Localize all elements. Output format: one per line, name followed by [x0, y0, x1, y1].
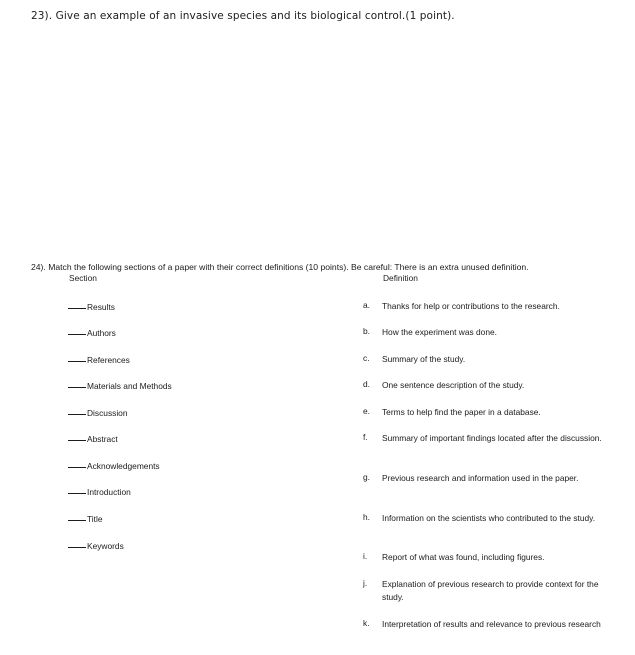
section-label: Acknowledgements — [87, 461, 160, 471]
section-item[interactable] — [68, 487, 131, 497]
section-item[interactable] — [68, 302, 115, 312]
answer-blank[interactable] — [68, 414, 86, 415]
definition-letter: i. — [363, 551, 368, 561]
definition-header: Definition — [383, 273, 418, 283]
answer-blank[interactable] — [68, 493, 86, 494]
answer-blank[interactable] — [68, 334, 86, 335]
section-label: Results — [87, 302, 115, 312]
definition-letter: a. — [363, 300, 370, 310]
section-header: Section — [69, 273, 97, 283]
answer-blank[interactable] — [68, 361, 86, 362]
definition-letter: h. — [363, 512, 370, 522]
definition-text: Interpretation of results and relevance to previous research — [382, 619, 601, 629]
definition-letter: d. — [363, 379, 370, 389]
answer-blank[interactable] — [68, 467, 86, 468]
section-label: Discussion — [87, 408, 128, 418]
question-23: 23). Give an example of an invasive species and its biological control.(1 point). — [31, 10, 455, 22]
definition-text: How the experiment was done. — [382, 327, 497, 337]
section-item[interactable] — [68, 541, 124, 551]
section-item[interactable] — [68, 434, 118, 444]
definition-letter: b. — [363, 326, 370, 336]
answer-blank[interactable] — [68, 520, 86, 521]
definition-text: One sentence description of the study. — [382, 380, 525, 390]
definition-text: Terms to help find the paper in a database. — [382, 407, 541, 417]
section-label: Introduction — [87, 487, 131, 497]
section-label: Abstract — [87, 434, 118, 444]
definition-text: Previous research and information used in the paper. — [382, 473, 579, 483]
section-label: Keywords — [87, 541, 124, 551]
definition-text: Summary of the study. — [382, 354, 466, 364]
definition-letter: g. — [363, 472, 370, 482]
definition-letter: e. — [363, 406, 370, 416]
definition-text: Explanation of previous research to provide context for the study. — [382, 579, 599, 602]
definition-text: Thanks for help or contributions to the research. — [382, 301, 560, 311]
definition-text: Report of what was found, including figures. — [382, 552, 545, 562]
answer-blank[interactable] — [68, 440, 86, 441]
definition-letter: f. — [363, 432, 368, 442]
definition-letter: j. — [363, 578, 368, 588]
answer-blank[interactable] — [68, 387, 86, 388]
answer-blank[interactable] — [68, 308, 86, 309]
section-item[interactable] — [68, 408, 128, 418]
definition-letter: k. — [363, 618, 370, 628]
section-item[interactable] — [68, 514, 103, 524]
question-24: 24). Match the following sections of a paper with their correct definitions (10 points). Be careful: There is an extra unused definition. — [31, 262, 529, 272]
definition-text: Summary of important findings located after the discussion. — [382, 433, 602, 443]
definition-text: Information on the scientists who contributed to the study. — [382, 513, 596, 523]
section-label: Title — [87, 514, 103, 524]
section-item[interactable] — [68, 355, 130, 365]
section-item[interactable] — [68, 328, 116, 338]
section-label: Authors — [87, 328, 116, 338]
section-item[interactable] — [68, 381, 172, 391]
section-label: Materials and Methods — [87, 381, 172, 391]
section-label: References — [87, 355, 130, 365]
section-item[interactable] — [68, 461, 160, 471]
definition-letter: c. — [363, 353, 370, 363]
answer-blank[interactable] — [68, 547, 86, 548]
